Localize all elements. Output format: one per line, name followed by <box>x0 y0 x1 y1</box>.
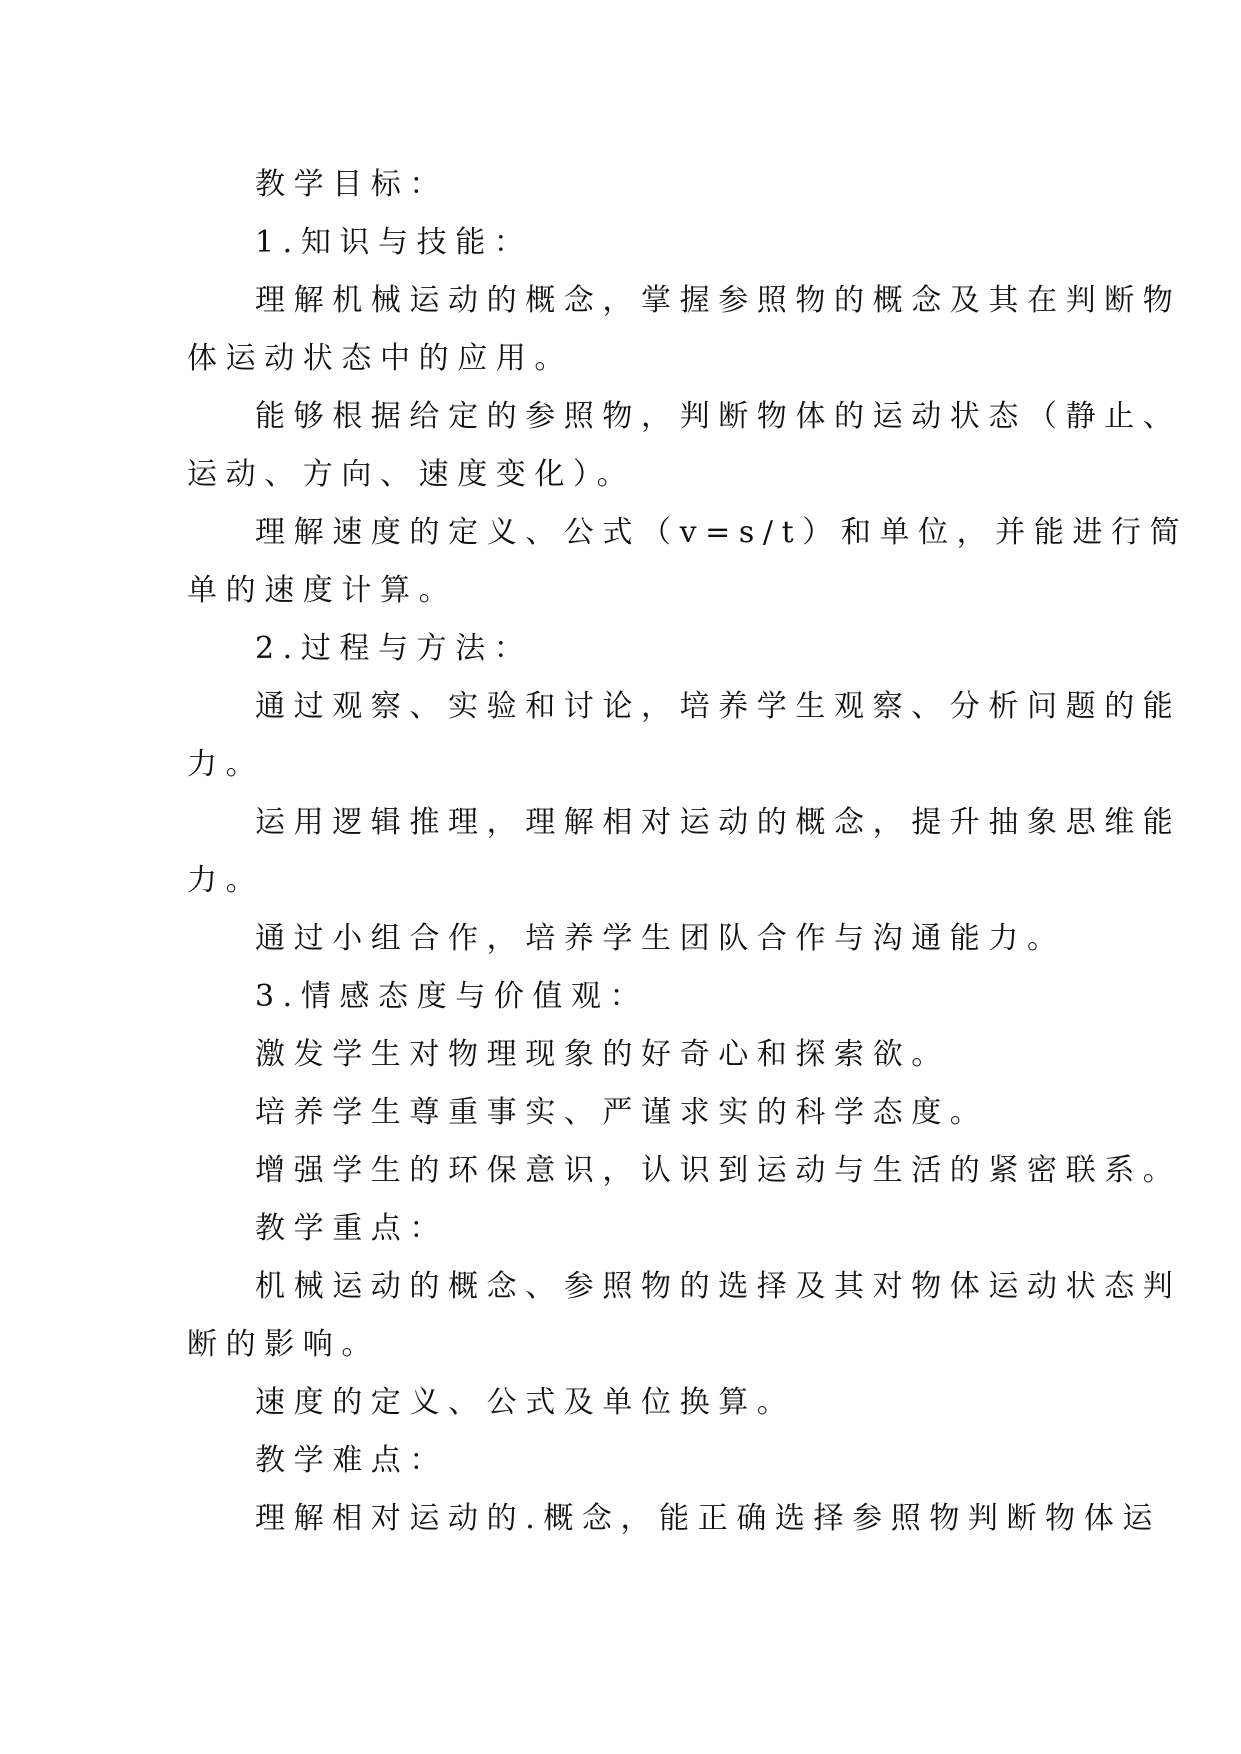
paragraph-line: 理解相对运动的.概念，能正确选择参照物判断物体运 <box>255 1501 1161 1536</box>
paragraph-line: 能够根据给定的参照物，判断物体的运动状态（静止、 <box>255 399 1182 434</box>
section-heading-teaching-objectives: 教学目标： <box>255 167 448 202</box>
section-heading-key-points: 教学重点： <box>255 1211 448 1246</box>
paragraph-line: 力。 <box>187 747 265 782</box>
subheading-attitudes-values: 3.情感态度与价值观： <box>255 979 649 1014</box>
subheading-process-methods: 2.过程与方法： <box>255 631 533 666</box>
paragraph-line: 单的速度计算。 <box>187 573 458 608</box>
paragraph-line: 理解速度的定义、公式（v=s/t）和单位，并能进行简 <box>255 515 1189 550</box>
section-heading-difficulties: 教学难点： <box>255 1443 448 1478</box>
subheading-knowledge-skills: 1.知识与技能： <box>255 225 533 260</box>
paragraph-line: 机械运动的概念、参照物的选择及其对物体运动状态判 <box>255 1269 1182 1304</box>
paragraph-line: 激发学生对物理现象的好奇心和探索欲。 <box>255 1037 950 1072</box>
paragraph-line: 理解机械运动的概念，掌握参照物的概念及其在判断物 <box>255 283 1182 318</box>
paragraph-line: 通过小组合作，培养学生团队合作与沟通能力。 <box>255 921 1066 956</box>
paragraph-line: 运动、方向、速度变化）。 <box>187 457 636 492</box>
paragraph-line: 速度的定义、公式及单位换算。 <box>255 1385 796 1420</box>
paragraph-line: 体运动状态中的应用。 <box>187 341 573 376</box>
paragraph-line: 增强学生的环保意识，认识到运动与生活的紧密联系。 <box>255 1153 1182 1188</box>
paragraph-line: 断的影响。 <box>187 1327 380 1362</box>
paragraph-line: 培养学生尊重事实、严谨求实的科学态度。 <box>255 1095 989 1130</box>
paragraph-line: 运用逻辑推理，理解相对运动的概念，提升抽象思维能 <box>255 805 1182 840</box>
paragraph-line: 通过观察、实验和讨论，培养学生观察、分析问题的能 <box>255 689 1182 724</box>
paragraph-line: 力。 <box>187 863 265 898</box>
